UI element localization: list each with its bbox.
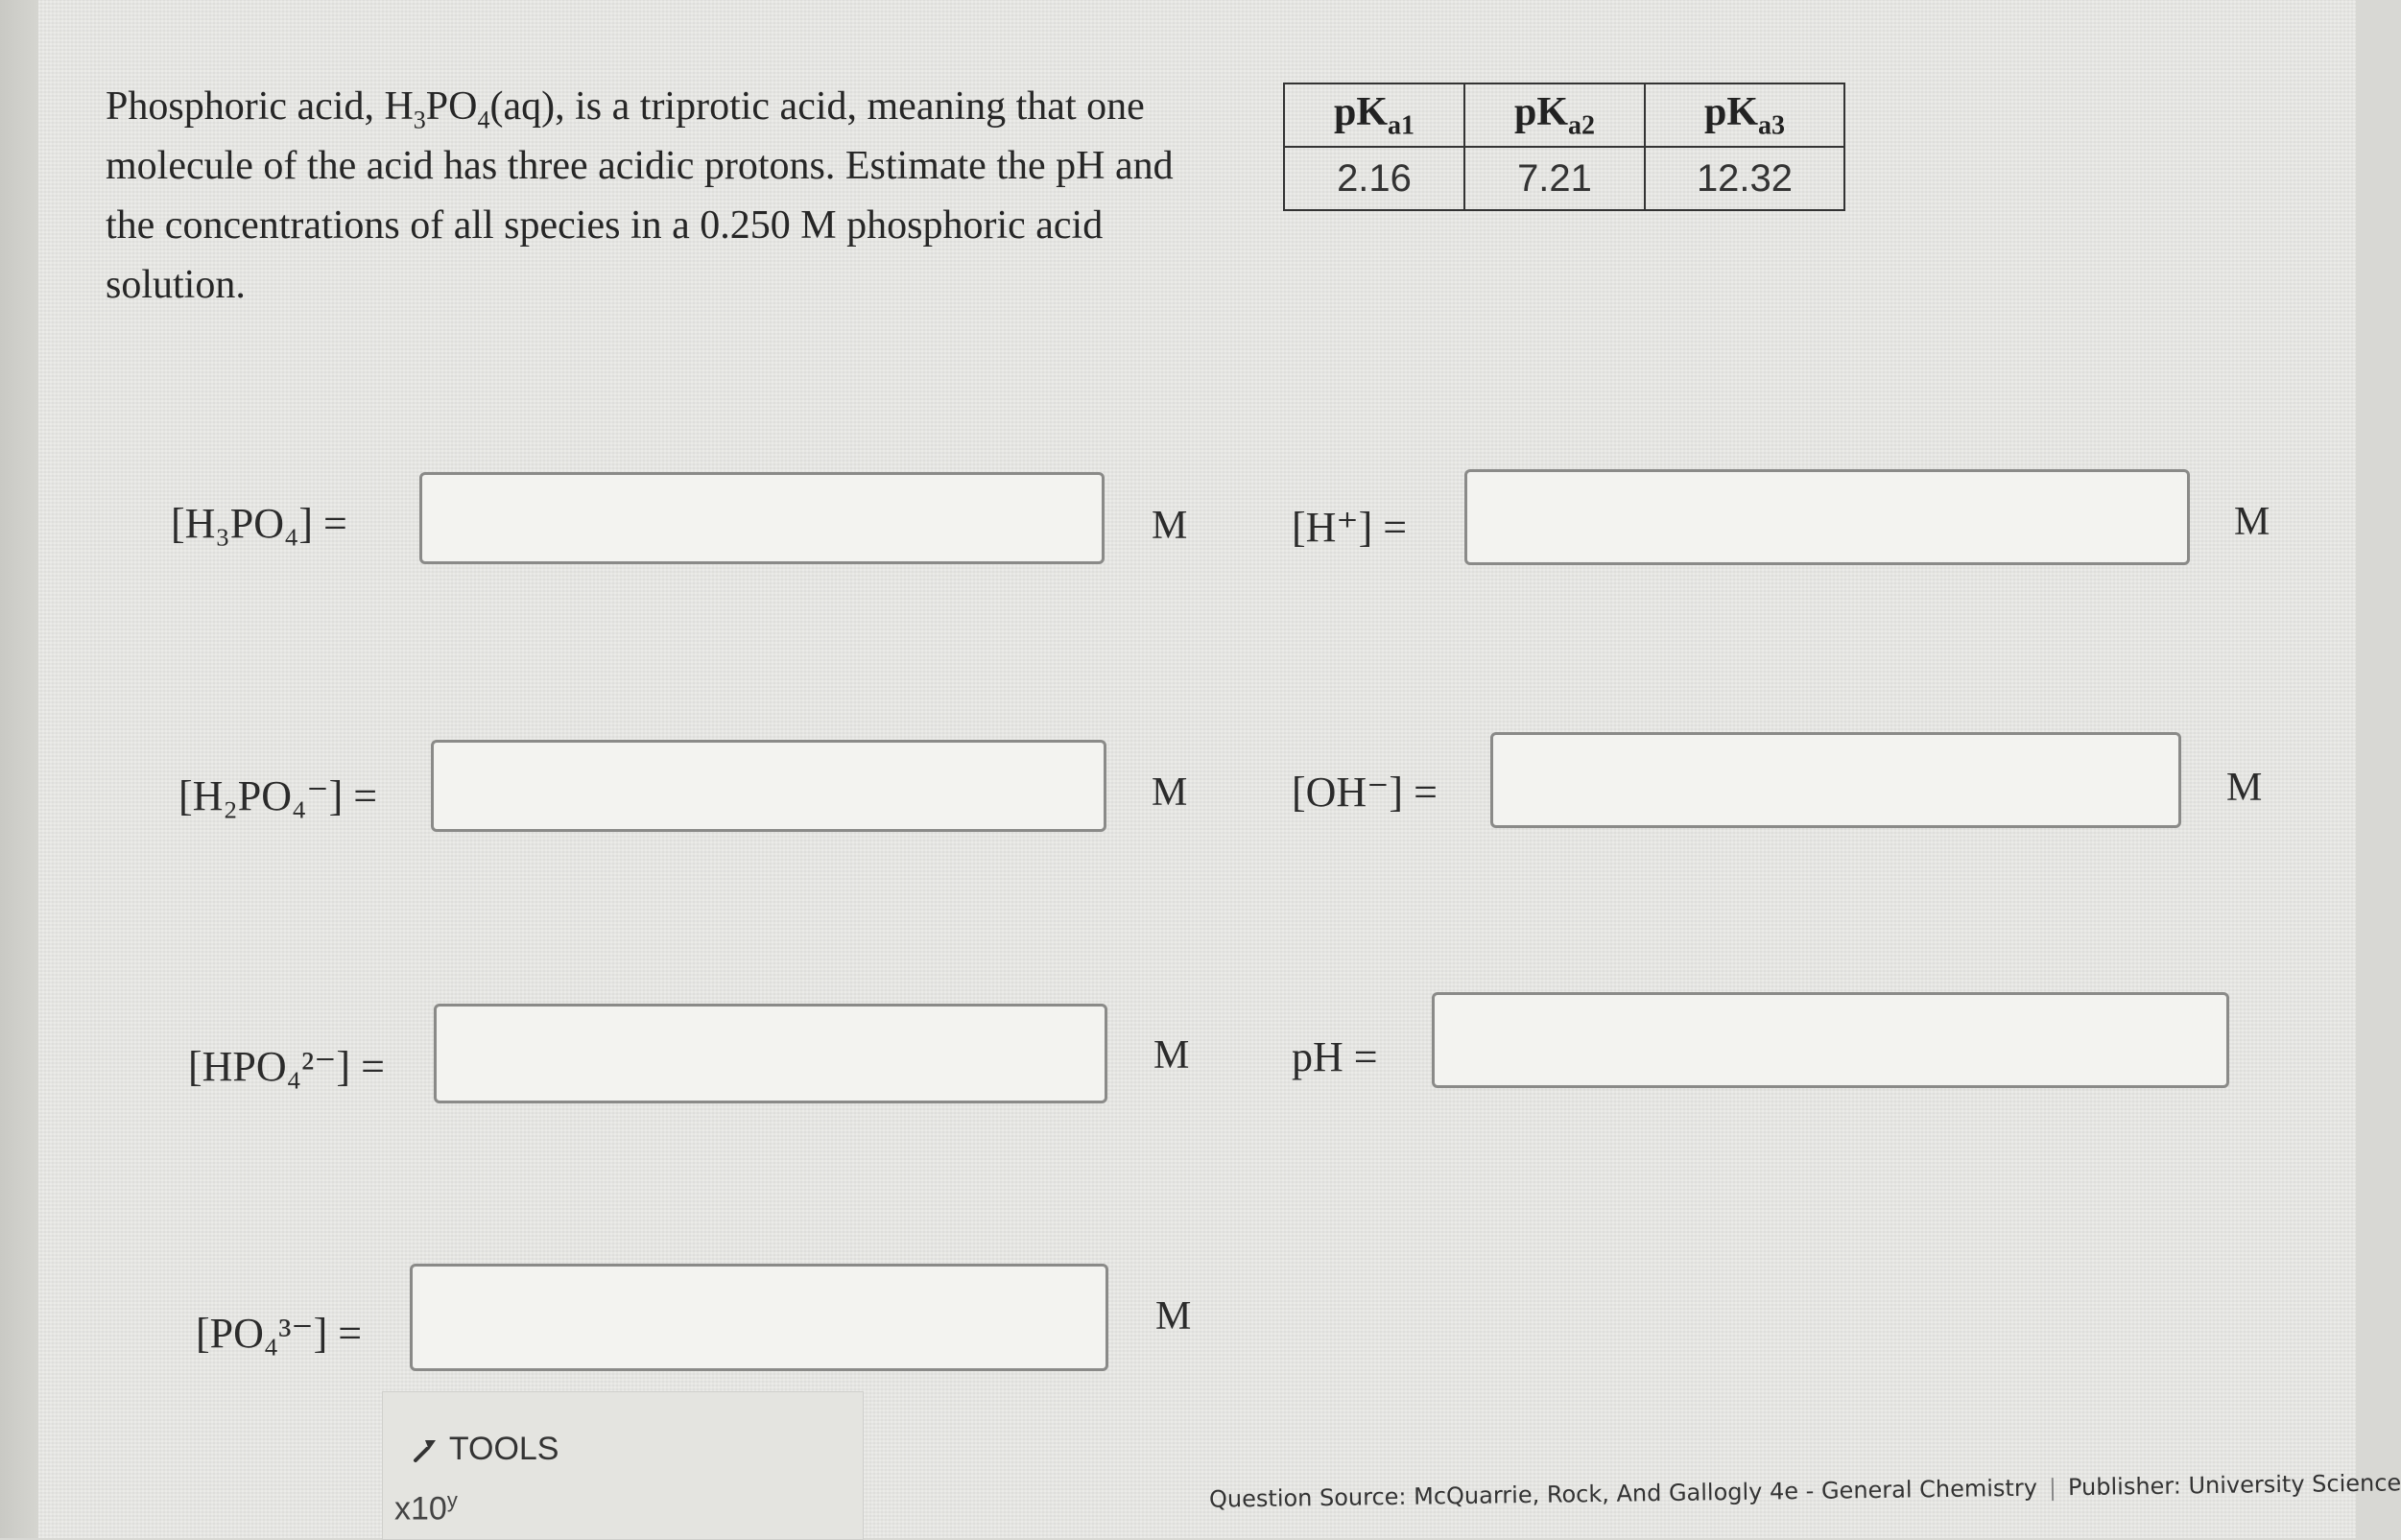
h2po4-unit: M: [1152, 770, 1188, 815]
scientific-notation-button[interactable]: x10$^y$: [394, 1488, 458, 1528]
hpo4-label: [HPO₄²⁻] =: [188, 1043, 385, 1090]
h-ion-unit: M: [2234, 500, 2270, 544]
hpo4-input[interactable]: [434, 1004, 1107, 1103]
pka2-value: 7.21: [1464, 147, 1645, 210]
oh-ion-label: [OH⁻] =: [1292, 769, 1438, 816]
po4-input[interactable]: [410, 1264, 1108, 1371]
tools-button[interactable]: [412, 1431, 559, 1468]
h2po4-input[interactable]: [431, 740, 1106, 832]
po4-label: [PO₄³⁻] =: [196, 1310, 363, 1357]
po4-unit: M: [1155, 1294, 1192, 1339]
publisher-text: Publisher: University Science: [2067, 1469, 2401, 1502]
pka-table: [1283, 83, 1845, 211]
h2po4-label: [H₂PO₄⁻] =: [178, 772, 378, 819]
h3po4-unit: M: [1152, 504, 1188, 548]
h3po4-label: [H₃PO₄] =: [171, 500, 347, 547]
pka3-header: $pK_{a3}$: [1645, 83, 1844, 147]
h-ion-input[interactable]: [1464, 469, 2190, 565]
question-source-text: Question Source: McQuarrie, Rock, And Gallogly 4e - General Chemistry: [1208, 1474, 2038, 1513]
tools-label: TOOLS: [448, 1431, 559, 1467]
pka3-value: 12.32: [1645, 147, 1844, 210]
h-ion-label: [H⁺] =: [1292, 504, 1408, 551]
question-text: Phosphoric acid, $H_3PO_4(aq)$, is a triprotic acid, meaning that one molecule of the acid has three acidic protons. Estimate the pH and the concentrations of all species in a 0.250 M phosphoric acid solution.: [106, 84, 1174, 307]
pka-value-row: [1284, 147, 1844, 210]
pka-header-row: [1284, 83, 1844, 147]
oh-ion-input[interactable]: [1490, 732, 2181, 828]
ph-input[interactable]: [1432, 992, 2229, 1088]
source-separator: |: [2048, 1474, 2057, 1502]
pka2-header: $pK_{a2}$: [1464, 83, 1645, 147]
h3po4-input[interactable]: [419, 472, 1105, 564]
pka1-header: $pK_{a1}$: [1284, 83, 1464, 147]
hpo4-unit: M: [1153, 1033, 1190, 1078]
ph-label: pH =: [1292, 1033, 1378, 1080]
wrench-icon: [412, 1431, 449, 1467]
tools-panel: [382, 1391, 864, 1540]
left-edge: [0, 0, 38, 1538]
oh-ion-unit: M: [2226, 766, 2263, 810]
pka1-value: 2.16: [1284, 147, 1464, 210]
